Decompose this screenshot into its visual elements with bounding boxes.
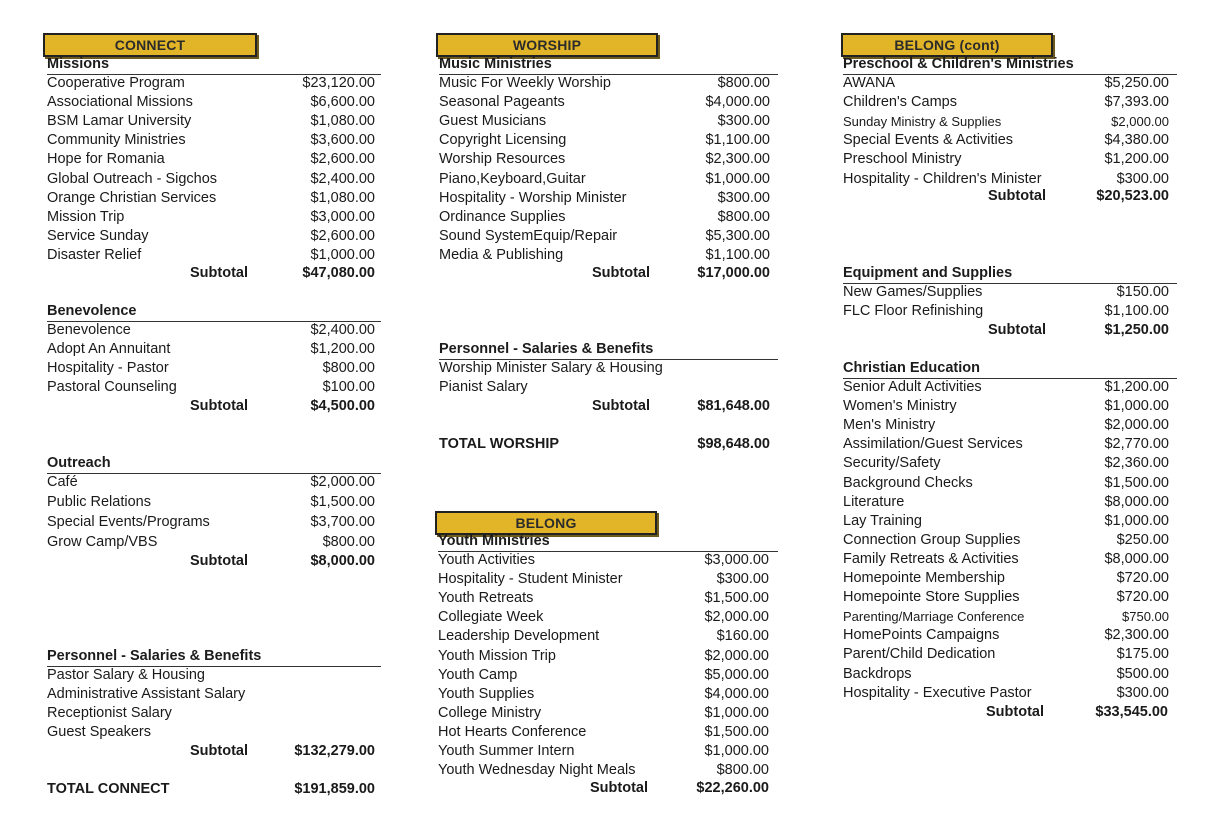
- equipment-title: Equipment and Supplies: [843, 264, 1177, 284]
- line-item-amount: $1,500.00: [310, 494, 375, 510]
- line-item-label: Assimilation/Guest Services: [843, 436, 1023, 453]
- line-item-community-ministries: [47, 131, 375, 150]
- line-item-label: Ordinance Supplies: [439, 208, 566, 225]
- line-item-amount: $5,300.00: [705, 227, 770, 244]
- line-item-associational-missions: [47, 93, 375, 112]
- line-item-youth-mission-trip: [438, 647, 769, 666]
- line-item-label: Cooperative Program: [47, 75, 185, 91]
- line-item-amount: $1,500.00: [704, 723, 769, 740]
- subtotal-label: Subtotal: [988, 322, 1046, 338]
- line-item-global-outreach-sigchos: [47, 170, 375, 189]
- line-item-label: Café: [47, 474, 78, 490]
- line-item-amount: $1,000.00: [704, 704, 769, 721]
- line-item-amount: $100.00: [322, 379, 375, 396]
- line-item-label: Music For Weekly Worship: [439, 75, 611, 91]
- line-item-piano-keyboard-guitar: [439, 170, 770, 189]
- line-item-label: Pianist Salary: [439, 379, 528, 395]
- line-item-label: Security/Safety: [843, 455, 941, 472]
- subtotal-label: Subtotal: [190, 265, 248, 281]
- line-item-new-games-supplies: [843, 283, 1169, 302]
- line-item-label: Lay Training: [843, 512, 922, 529]
- line-item-parenting-marriage-conference: [843, 607, 1169, 626]
- line-item-amount: $2,400.00: [310, 170, 375, 187]
- education-subtotal: [986, 703, 1168, 722]
- subtotal-amount: $8,000.00: [310, 553, 375, 569]
- line-item-amount: $160.00: [716, 628, 769, 645]
- line-item-amount: $300.00: [716, 571, 769, 588]
- line-item-amount: $300.00: [717, 113, 770, 130]
- total-label: TOTAL CONNECT: [47, 781, 170, 797]
- line-item-amount: $1,000.00: [705, 170, 770, 187]
- benevolence-subtotal: [190, 397, 375, 416]
- line-item-label: Adopt An Annuitant: [47, 341, 171, 358]
- worship-personnel-title: Personnel - Salaries & Benefits: [439, 340, 778, 360]
- line-item-label: Hope for Romania: [47, 151, 165, 168]
- line-item-label: Grow Camp/VBS: [47, 534, 158, 550]
- line-item-label: Youth Camp: [438, 666, 518, 683]
- belong-cont-header: BELONG (cont): [841, 33, 1053, 57]
- line-item-parent-child-dedication: [843, 645, 1169, 664]
- line-item-label: Homepointe Store Supplies: [843, 589, 1020, 606]
- line-item-amount: $1,200.00: [310, 341, 375, 358]
- line-item-benevolence: [47, 321, 375, 340]
- line-item-hot-hearts-conference: [438, 723, 769, 742]
- line-item-amount: $500.00: [1116, 665, 1169, 682]
- line-item-amount: $8,000.00: [1104, 493, 1169, 510]
- subtotal-amount: $47,080.00: [302, 265, 375, 281]
- line-item-youth-camp: [438, 666, 769, 685]
- line-item-background-checks: [843, 474, 1169, 493]
- subtotal-amount: $20,523.00: [1096, 188, 1169, 204]
- line-item-label: Guest Speakers: [47, 724, 151, 741]
- preschool-title: Preschool & Children's Ministries: [843, 55, 1177, 75]
- line-item-label: Receptionist Salary: [47, 705, 172, 722]
- line-item-amount: $6,600.00: [310, 94, 375, 111]
- line-item-ordinance-supplies: [439, 208, 770, 227]
- line-item-media-publishing: [439, 246, 770, 265]
- line-item-amount: $300.00: [717, 189, 770, 206]
- line-item-label: Hospitality - Worship Minister: [439, 189, 627, 206]
- line-item-amount: $3,000.00: [310, 208, 375, 225]
- line-item-homepointe-store-supplies: [843, 588, 1169, 607]
- line-item-label: Youth Wednesday Night Meals: [438, 762, 636, 779]
- line-item-label: Administrative Assistant Salary: [47, 686, 246, 703]
- line-item-disaster-relief: [47, 246, 375, 265]
- line-item-amount: $23,120.00: [302, 75, 375, 91]
- line-item-amount: $250.00: [1116, 531, 1169, 548]
- line-item-amount: $2,000.00: [1104, 417, 1169, 434]
- line-item-label: Preschool Ministry: [843, 151, 962, 168]
- line-item-amount: $720.00: [1116, 589, 1169, 606]
- line-item-public-relations: [47, 493, 375, 512]
- line-item-amount: $4,380.00: [1104, 132, 1169, 149]
- line-item-label: Guest Musicians: [439, 113, 547, 130]
- line-item-label: Youth Activities: [438, 552, 535, 568]
- line-item-amount: $1,100.00: [1104, 303, 1169, 319]
- worship-header: WORSHIP: [436, 33, 658, 57]
- line-item-amount: $2,400.00: [310, 322, 375, 338]
- subtotal-label: Subtotal: [190, 398, 248, 414]
- line-item-amount: $3,700.00: [310, 514, 375, 530]
- line-item-amount: $2,300.00: [705, 151, 770, 168]
- line-item-sound-systemequip-repair: [439, 227, 770, 246]
- line-item-label: Backdrops: [843, 665, 912, 682]
- subtotal-label: Subtotal: [590, 780, 648, 796]
- line-item-amount: $5,250.00: [1104, 75, 1169, 91]
- line-item-amount: $4,000.00: [704, 685, 769, 702]
- line-item-label: Women's Ministry: [843, 398, 957, 415]
- total-amount: $191,859.00: [294, 781, 375, 797]
- line-item-amount: $150.00: [1116, 284, 1169, 300]
- line-item-label: Leadership Development: [438, 628, 600, 645]
- subtotal-label: Subtotal: [988, 188, 1046, 204]
- music-subtotal: [592, 264, 770, 283]
- line-item-youth-wednesday-night-meals: [438, 761, 769, 780]
- line-item-label: Youth Retreats: [438, 590, 534, 607]
- line-item-literature: [843, 493, 1169, 512]
- line-item-label: Parenting/Marriage Conference: [843, 609, 1025, 625]
- subtotal-label: Subtotal: [190, 743, 248, 759]
- outreach-subtotal: [190, 552, 375, 571]
- total-amount: $98,648.00: [697, 436, 770, 452]
- subtotal-label: Subtotal: [592, 265, 650, 281]
- outreach-title: Outreach: [47, 454, 381, 474]
- line-item-label: Men's Ministry: [843, 417, 936, 434]
- line-item-worship-minister-salary-housing: [439, 359, 770, 378]
- line-item-seasonal-pageants: [439, 93, 770, 112]
- line-item-label: FLC Floor Refinishing: [843, 303, 984, 319]
- line-item-homepoints-campaigns: [843, 626, 1169, 645]
- subtotal-amount: $22,260.00: [696, 780, 769, 796]
- line-item-label: Collegiate Week: [438, 609, 544, 626]
- line-item-college-ministry: [438, 704, 769, 723]
- line-item-amount: $800.00: [322, 360, 375, 377]
- line-item-amount: $1,100.00: [705, 132, 770, 149]
- line-item-label: Hospitality - Student Minister: [438, 571, 623, 588]
- subtotal-label: Subtotal: [592, 398, 650, 414]
- line-item-security-safety: [843, 454, 1169, 473]
- line-item-label: Service Sunday: [47, 227, 149, 244]
- subtotal-label: Subtotal: [190, 553, 248, 569]
- line-item-amount: $1,200.00: [1104, 151, 1169, 168]
- line-item-adopt-an-annuitant: [47, 340, 375, 359]
- line-item-label: Associational Missions: [47, 94, 193, 111]
- line-item-label: BSM Lamar University: [47, 113, 192, 130]
- youth-title: Youth Ministries: [438, 532, 778, 552]
- line-item-senior-adult-activities: [843, 378, 1169, 397]
- line-item-amount: $2,600.00: [310, 227, 375, 244]
- line-item-amount: $3,600.00: [310, 132, 375, 149]
- line-item-preschool-ministry: [843, 150, 1169, 169]
- line-item-label: Hospitality - Children's Minister: [843, 170, 1042, 187]
- line-item-label: Global Outreach - Sigchos: [47, 170, 218, 187]
- line-item-music-for-weekly-worship: [439, 74, 770, 93]
- line-item-label: Background Checks: [843, 474, 973, 491]
- line-item-amount: $4,000.00: [705, 94, 770, 111]
- line-item-amount: $800.00: [717, 208, 770, 225]
- line-item-label: Youth Mission Trip: [438, 647, 556, 664]
- line-item-hope-for-romania: [47, 150, 375, 169]
- line-item-youth-activities: [438, 551, 769, 570]
- line-item-amount: $1,000.00: [1104, 512, 1169, 529]
- line-item-copyright-licensing: [439, 131, 770, 150]
- line-item-hospitality-worship-minister: [439, 189, 770, 208]
- line-item-label: Sunday Ministry & Supplies: [843, 114, 1002, 130]
- worship-personnel-subtotal: [592, 397, 770, 416]
- line-item-amount: $2,360.00: [1104, 455, 1169, 472]
- line-item-label: New Games/Supplies: [843, 284, 983, 300]
- line-item-label: Piano,Keyboard,Guitar: [439, 170, 586, 187]
- line-item-label: Homepointe Membership: [843, 570, 1005, 586]
- line-item-collegiate-week: [438, 608, 769, 627]
- line-item-amount: $3,000.00: [704, 552, 769, 568]
- line-item-hospitality-children-s-minister: [843, 170, 1169, 189]
- line-item-label: Youth Summer Intern: [438, 743, 575, 759]
- equipment-subtotal: [988, 321, 1169, 340]
- line-item-hospitality-student-minister: [438, 570, 769, 589]
- line-item-amount: $1,000.00: [310, 246, 375, 263]
- line-item-amount: $5,000.00: [704, 666, 769, 683]
- line-item-label: Parent/Child Dedication: [843, 646, 996, 663]
- connect-personnel-subtotal: [190, 742, 375, 761]
- line-item-amount: $300.00: [1116, 684, 1169, 701]
- line-item-cooperative-program: [47, 74, 375, 93]
- line-item-amount: $800.00: [717, 75, 770, 91]
- line-item-label: Disaster Relief: [47, 246, 142, 263]
- line-item-amount: $7,393.00: [1104, 94, 1169, 111]
- line-item-label: Media & Publishing: [439, 246, 564, 263]
- connect-header: CONNECT: [43, 33, 257, 57]
- line-item-amount: $1,000.00: [704, 743, 769, 759]
- line-item-label: Sound SystemEquip/Repair: [439, 227, 618, 244]
- line-item-label: Hospitality - Executive Pastor: [843, 684, 1032, 701]
- subtotal-amount: $132,279.00: [294, 743, 375, 759]
- line-item-pianist-salary: [439, 378, 770, 397]
- line-item-assimilation-guest-services: [843, 435, 1169, 454]
- line-item-label: Hot Hearts Conference: [438, 723, 587, 740]
- line-item-label: Copyright Licensing: [439, 132, 567, 149]
- line-item-amount: $1,000.00: [1104, 398, 1169, 415]
- subtotal-amount: $17,000.00: [697, 265, 770, 281]
- line-item-amount: $1,080.00: [310, 189, 375, 206]
- line-item-label: Family Retreats & Activities: [843, 550, 1019, 567]
- line-item-amount: $800.00: [322, 534, 375, 550]
- line-item-label: Connection Group Supplies: [843, 531, 1021, 548]
- subtotal-amount: $33,545.00: [1095, 704, 1168, 720]
- line-item-amount: $300.00: [1116, 170, 1169, 187]
- line-item-special-events-activities: [843, 131, 1169, 150]
- line-item-label: Pastoral Counseling: [47, 379, 177, 396]
- line-item-youth-summer-intern: [438, 742, 769, 761]
- line-item-amount: $2,000.00: [704, 647, 769, 664]
- line-item-label: Senior Adult Activities: [843, 379, 982, 395]
- line-item-label: Hospitality - Pastor: [47, 360, 169, 377]
- education-title: Christian Education: [843, 359, 1177, 379]
- line-item-pastoral-counseling: [47, 378, 375, 397]
- line-item-label: Worship Minister Salary & Housing: [439, 360, 663, 376]
- preschool-subtotal: [988, 187, 1169, 206]
- line-item-label: Youth Supplies: [438, 685, 535, 702]
- line-item-amount: $2,000.00: [1111, 114, 1169, 130]
- line-item-guest-musicians: [439, 112, 770, 131]
- benevolence-title: Benevolence: [47, 302, 381, 322]
- line-item-hospitality-pastor: [47, 359, 375, 378]
- line-item-label: Special Events/Programs: [47, 514, 210, 530]
- line-item-amount: $175.00: [1116, 646, 1169, 663]
- line-item-sunday-ministry-supplies: [843, 112, 1169, 131]
- subtotal-amount: $4,500.00: [310, 398, 375, 414]
- line-item-women-s-ministry: [843, 397, 1169, 416]
- line-item-mission-trip: [47, 208, 375, 227]
- line-item-label: College Ministry: [438, 704, 542, 721]
- line-item-amount: $1,500.00: [704, 590, 769, 607]
- total-label: TOTAL WORSHIP: [439, 436, 560, 452]
- line-item-administrative-assistant-salary: [47, 685, 375, 704]
- line-item-special-events-programs: [47, 513, 375, 532]
- subtotal-amount: $81,648.00: [697, 398, 770, 414]
- line-item-amount: $8,000.00: [1104, 550, 1169, 567]
- total-connect: [47, 780, 375, 799]
- subtotal-amount: $1,250.00: [1104, 322, 1169, 338]
- line-item-caf: [47, 473, 375, 492]
- line-item-flc-floor-refinishing: [843, 302, 1169, 321]
- line-item-backdrops: [843, 665, 1169, 684]
- line-item-family-retreats-activities: [843, 550, 1169, 569]
- missions-subtotal: [190, 264, 375, 283]
- line-item-amount: $2,600.00: [310, 151, 375, 168]
- subtotal-label: Subtotal: [986, 704, 1044, 720]
- line-item-amount: $1,080.00: [310, 113, 375, 130]
- line-item-homepointe-membership: [843, 569, 1169, 588]
- line-item-pastor-salary-housing: [47, 666, 375, 685]
- line-item-amount: $1,500.00: [1104, 474, 1169, 491]
- music-title: Music Ministries: [439, 55, 778, 75]
- line-item-grow-camp-vbs: [47, 533, 375, 552]
- line-item-amount: $2,000.00: [310, 474, 375, 490]
- belong-header: BELONG: [435, 511, 657, 535]
- line-item-receptionist-salary: [47, 704, 375, 723]
- line-item-worship-resources: [439, 150, 770, 169]
- line-item-amount: $2,000.00: [704, 609, 769, 626]
- line-item-amount: $1,200.00: [1104, 379, 1169, 395]
- line-item-connection-group-supplies: [843, 531, 1169, 550]
- line-item-label: AWANA: [843, 75, 896, 91]
- line-item-label: Orange Christian Services: [47, 189, 217, 206]
- line-item-label: Benevolence: [47, 322, 131, 338]
- line-item-youth-retreats: [438, 589, 769, 608]
- total-worship: [439, 435, 770, 454]
- line-item-label: Children's Camps: [843, 94, 957, 111]
- youth-subtotal: [590, 779, 769, 798]
- line-item-hospitality-executive-pastor: [843, 684, 1169, 703]
- line-item-amount: $720.00: [1116, 570, 1169, 586]
- line-item-amount: $800.00: [716, 762, 769, 779]
- line-item-guest-speakers: [47, 723, 375, 742]
- line-item-label: Seasonal Pageants: [439, 94, 565, 111]
- line-item-label: Community Ministries: [47, 132, 186, 149]
- line-item-men-s-ministry: [843, 416, 1169, 435]
- line-item-leadership-development: [438, 627, 769, 646]
- line-item-amount: $2,300.00: [1104, 627, 1169, 644]
- line-item-label: Special Events & Activities: [843, 132, 1014, 149]
- line-item-amount: $2,770.00: [1104, 436, 1169, 453]
- line-item-label: Worship Resources: [439, 151, 566, 168]
- line-item-label: Public Relations: [47, 494, 151, 510]
- line-item-label: HomePoints Campaigns: [843, 627, 1000, 644]
- line-item-awana: [843, 74, 1169, 93]
- line-item-orange-christian-services: [47, 189, 375, 208]
- line-item-label: Mission Trip: [47, 208, 125, 225]
- line-item-service-sunday: [47, 227, 375, 246]
- line-item-lay-training: [843, 512, 1169, 531]
- connect-personnel-title: Personnel - Salaries & Benefits: [47, 647, 381, 667]
- line-item-amount: $750.00: [1122, 609, 1169, 625]
- missions-title: Missions: [47, 55, 381, 75]
- line-item-label: Literature: [843, 493, 905, 510]
- line-item-children-s-camps: [843, 93, 1169, 112]
- line-item-amount: $1,100.00: [705, 246, 770, 263]
- line-item-label: Pastor Salary & Housing: [47, 667, 205, 683]
- line-item-youth-supplies: [438, 685, 769, 704]
- line-item-bsm-lamar-university: [47, 112, 375, 131]
